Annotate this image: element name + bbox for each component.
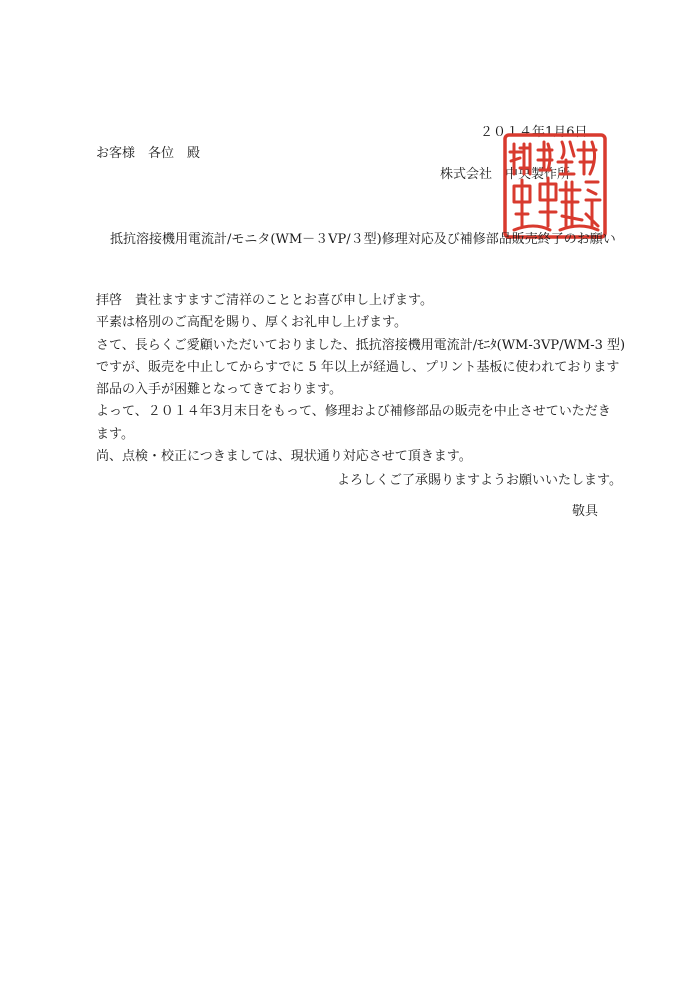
letter-title: 抵抗溶接機用電流計/モニタ(WM－３VP/３型)修理対応及び補修部品販売終了のお願い [110,232,616,247]
company-seal-stamp [500,130,610,242]
body-line: 部品の入手が困難となってきております。 [96,382,342,398]
body-line: ですが、販売を中止してからすでに 5 年以上が経過し、プリント基板に使われております [96,359,620,375]
closing-line: よろしくご了承賜りますようお願いいたします。 [337,473,622,488]
body-line: さて、長らくご愛顧いただいておりました、抵抗溶接機用電流計/ﾓﾆﾀ(WM-3VP/WM-3 型) [96,337,626,353]
body-line: 尚、点検・校正につきましては、現状通り対応させて頂きます。 [96,449,472,465]
body-line: ます。 [96,426,134,442]
body-line: 拝啓 貴社ますますご清祥のこととお喜び申し上げます。 [96,293,433,308]
closing-keigu: 敬具 [572,504,599,519]
body-line: よって、２０１４年3月末日をもって、修理および補修部品の販売を中止させていただき [96,404,611,420]
sender-company: 株式会社 中央製作所 [440,167,571,182]
body-line: 平素は格別のご高配を賜り、厚くお礼申し上げます。 [96,315,407,331]
letter-date: ２０１４年1月6日 [480,125,588,140]
addressee: お客様 各位 殿 [96,146,201,161]
letter-body [96,290,626,468]
